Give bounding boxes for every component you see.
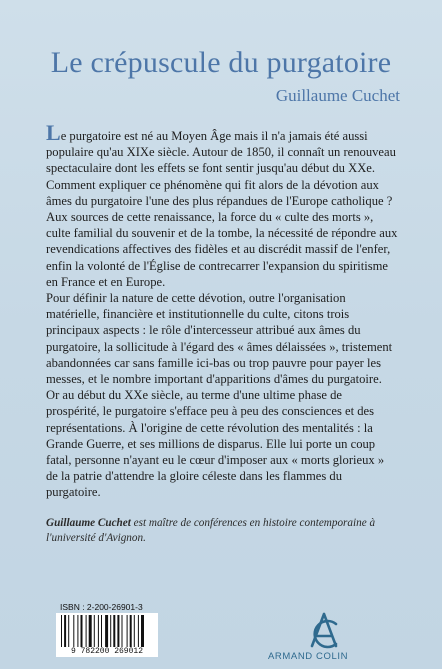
publisher-name: ARMAND COLIN xyxy=(268,651,349,662)
blurb-paragraph-3: Or au début du XXe siècle, au terme d'une ultime phase de prospérité, le purgatoire s'efface peu à peu des consciences et des représentations. À l'origine de cette révolution des mentalités : la Grande Guerre, et ses millions de disparus. Elle lui porte un coup fatal, personne n'ayant eu le cœur d'imposer aux « morts glorieux » de la patrie d'attendre la gloire céleste dans les flammes du purgatoire. xyxy=(46,388,385,500)
blurb xyxy=(46,120,398,501)
drop-cap: L xyxy=(46,120,61,145)
author-bio-text: est maître de conférences en histoire contemporaine à l'université d'Avignon. xyxy=(46,517,376,544)
armand-colin-logo-icon xyxy=(304,610,344,652)
blurb-paragraph-2: Pour définir la nature de cette dévotion, outre l'organisation matérielle, financière et institutionnelle du culte, citons trois principaux aspects : le rôle d'intercesseur attribué aux âmes du purgatoire, la sollicitude à l'égard des « âmes délaissées », tristement abandonnées car sans famille ici-bas ou trop pauvre pour payer les messes, et le nombre important d'apparitions d'âmes du purgatoire. xyxy=(46,291,393,387)
author-name: Guillaume Cuchet xyxy=(275,86,400,105)
author-bio-name: Guillaume Cuchet xyxy=(46,517,131,529)
blurb-paragraph-1-text: e purgatoire est né au Moyen Âge mais il n'a jamais été aussi populaire qu'au XIXe siècle. Autour de 1850, il connaît un renouveau spectaculaire dont les effets se font sentir jusqu'au début du XXe. Comment expliquer ce phénomène qui fit alors de la dévotion aux âmes du purgatoire l'une des plus répandues de l'Europe catholique ? Aux sources de cette renaissance, la force du « culte des morts », culte familial du souvenir et de la tombe, la nécessité de répondre aux revendications affectives des fidèles et au discrédit massif de l'enfer, enfin la volonté de l'Église de contrecarrer l'expansion du spiritisme en France et en Europe. xyxy=(46,129,398,289)
blurb-paragraph-1 xyxy=(46,120,398,290)
barcode xyxy=(56,613,158,657)
author-bio xyxy=(46,516,396,545)
barcode-bars-icon xyxy=(61,615,153,647)
book-title: Le crépuscule du purgatoire xyxy=(50,46,392,79)
barcode-digits: 9 782200 269012 xyxy=(70,647,143,656)
isbn-label: ISBN : 2-200-26901-3 xyxy=(60,602,143,612)
